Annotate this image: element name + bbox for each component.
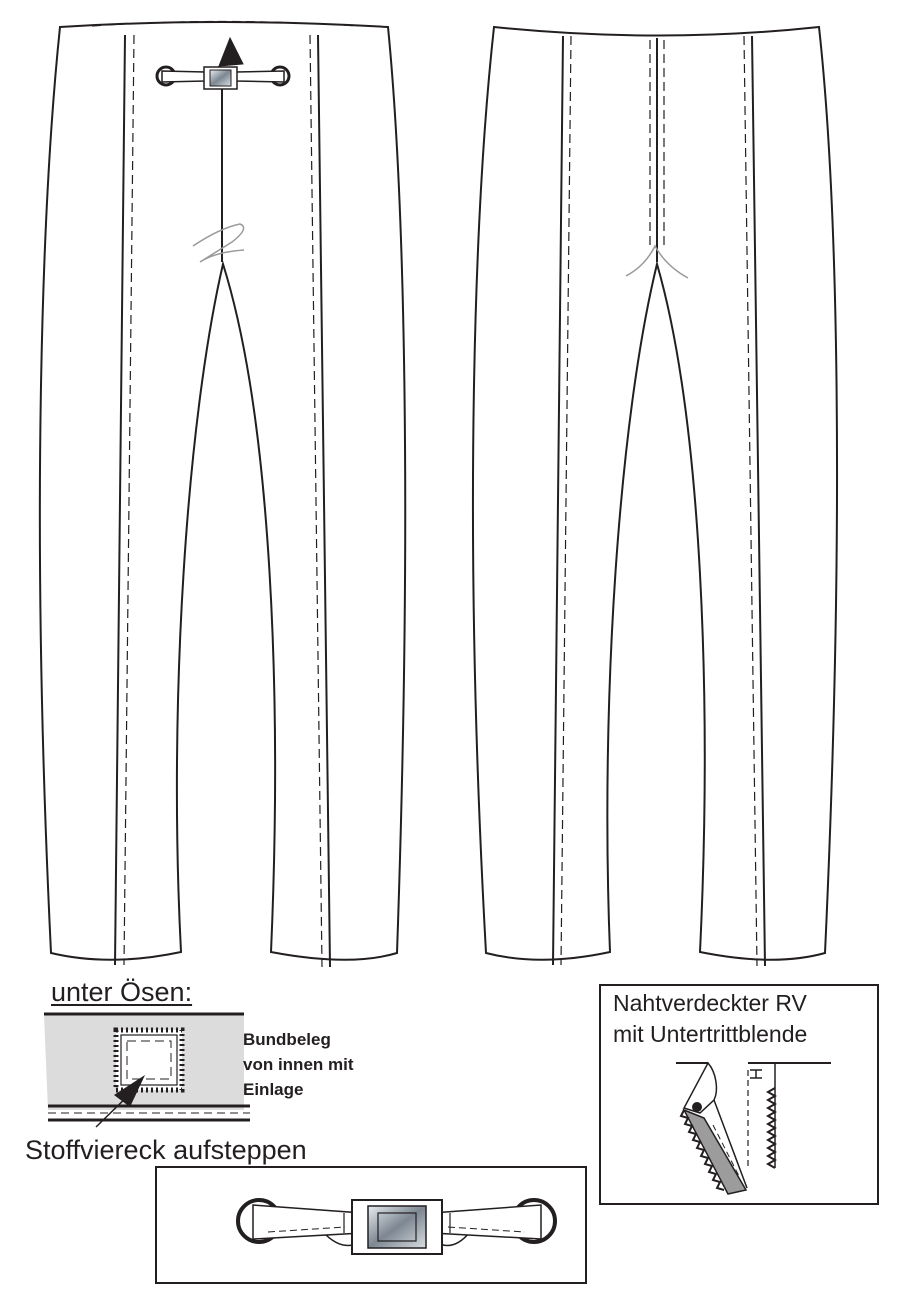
strap-right bbox=[432, 1205, 541, 1239]
back-outline bbox=[473, 27, 837, 960]
facing-label-line-1: Bundbeleg bbox=[243, 1030, 331, 1049]
buckle-plate bbox=[368, 1206, 426, 1248]
facing-label-line-3: Einlage bbox=[243, 1080, 304, 1099]
front-sketch-mark bbox=[193, 224, 244, 262]
zipper-pull-icon bbox=[692, 1102, 702, 1112]
zipper-label-line-1: Nahtverdeckter RV bbox=[613, 990, 807, 1016]
back-right-crease-stitch bbox=[744, 36, 757, 966]
back-view-trousers bbox=[473, 27, 837, 966]
buckle-closeup bbox=[156, 1167, 586, 1283]
fabric-square bbox=[116, 1030, 182, 1090]
back-right-crease bbox=[752, 36, 765, 966]
facing-detail bbox=[44, 1014, 250, 1127]
front-buckle bbox=[157, 38, 289, 89]
zipper-teeth-right bbox=[768, 1088, 775, 1168]
facing-label-line-2: von innen mit bbox=[243, 1055, 354, 1074]
strap-left bbox=[253, 1205, 362, 1239]
front-strap-right bbox=[236, 71, 284, 82]
front-left-crease-stitch bbox=[124, 35, 134, 965]
under-eyelets-label: unter Ösen: bbox=[51, 977, 193, 1007]
front-buckle-arrow-icon bbox=[219, 38, 243, 66]
front-left-crease bbox=[115, 35, 125, 965]
back-left-crease bbox=[553, 36, 563, 965]
zipper-label-line-2: mit Untertrittblende bbox=[613, 1021, 808, 1047]
stitch-square-label: Stoffviereck aufsteppen bbox=[25, 1135, 307, 1165]
front-view-trousers bbox=[40, 22, 405, 968]
front-buckle-plate bbox=[210, 70, 231, 86]
front-strap-left bbox=[162, 71, 205, 82]
